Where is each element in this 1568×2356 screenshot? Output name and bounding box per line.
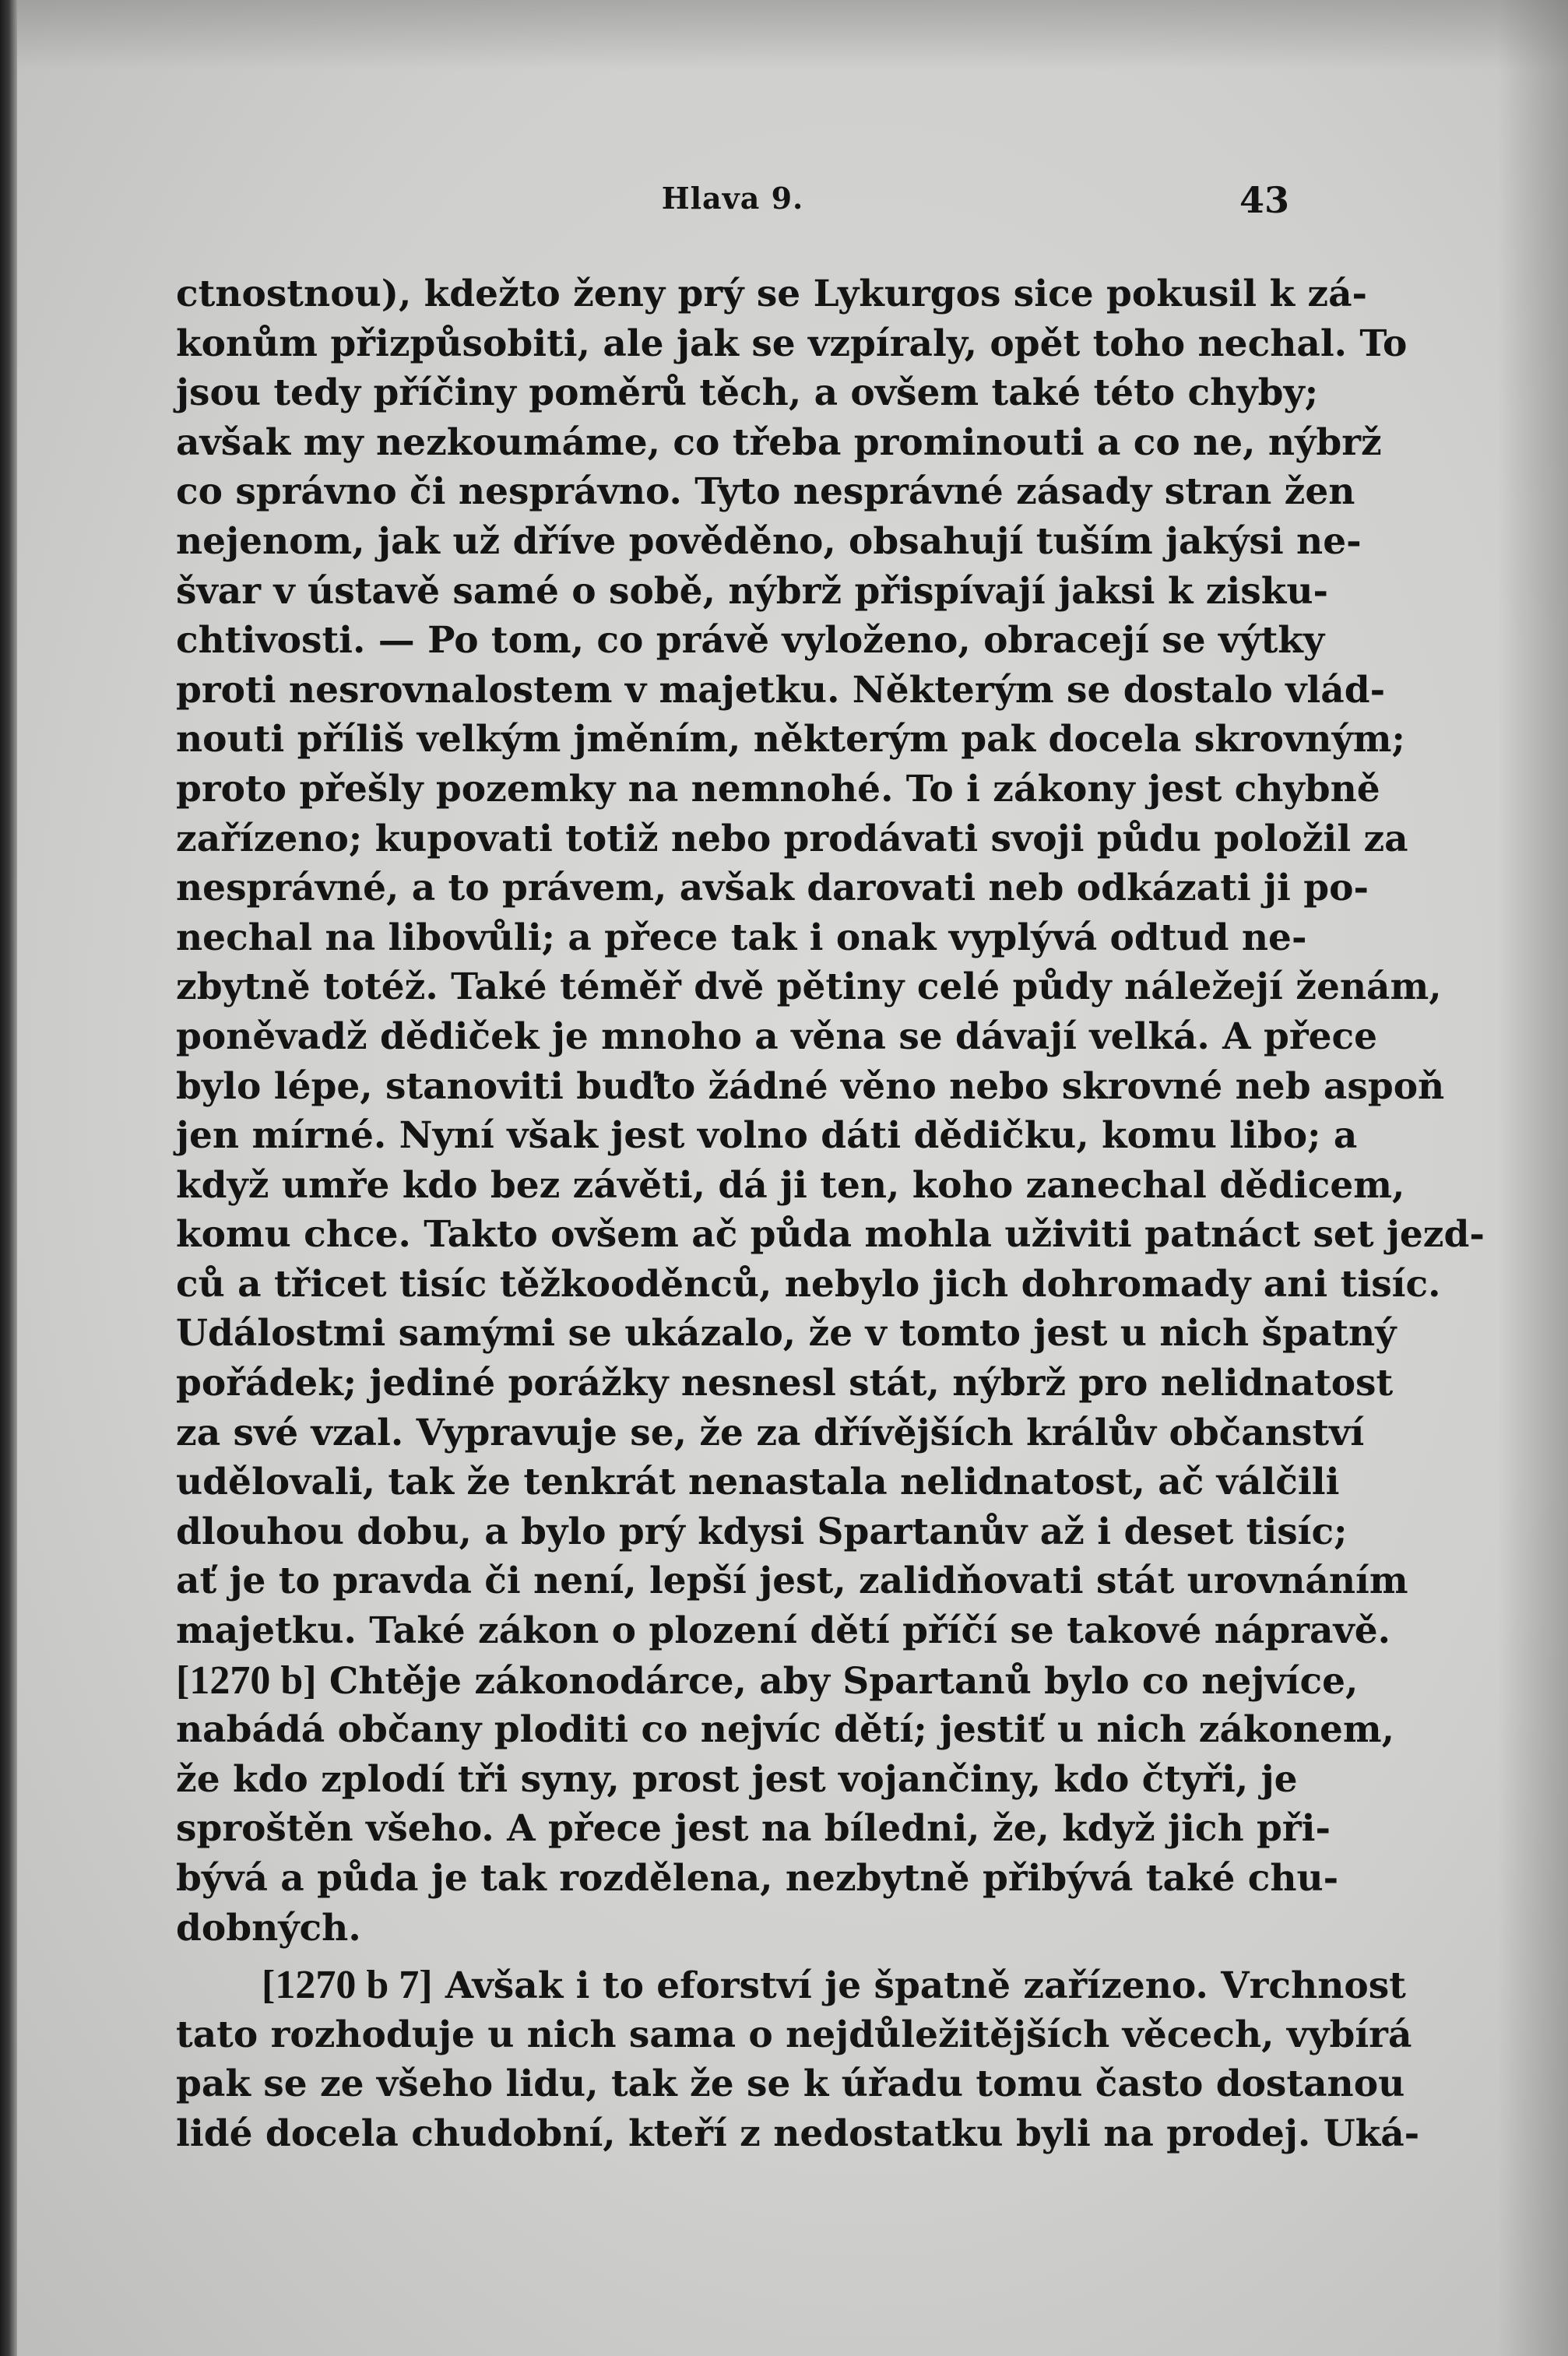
text-line: když umře kdo bez závěti, dá ji ten, koho zanechal dědicem, xyxy=(176,1163,1405,1207)
text-line: tato rozhoduje u nich sama o nejdůležitějších věcech, vybírá xyxy=(176,2013,1412,2056)
text-line: dlouhou dobu, a bylo prý kdysi Spartanův až i deset tisíc; xyxy=(176,1510,1348,1553)
page-number: 43 xyxy=(1239,179,1289,221)
text-line: zařízeno; kupovati totiž nebo prodávati svoji půdu položil za xyxy=(176,817,1408,860)
text-line: konům přizpůsobiti, ale jak se vzpíraly, opět toho nechal. To xyxy=(176,322,1408,365)
text-line: avšak my nezkoumáme, co třeba prominouti a co ne, nýbrž xyxy=(176,420,1382,464)
body-text xyxy=(176,269,1485,2159)
text-line: co správno či nesprávno. Tyto nesprávné zásady stran žen xyxy=(176,470,1355,514)
binding-edge xyxy=(0,0,17,2356)
text-line: Událostmi samými se ukázalo, že v tomto jest u nich špatný xyxy=(176,1312,1397,1356)
scan-shadow-right xyxy=(1498,0,1568,2356)
reference-line-text: Avšak i to eforství je špatně zařízeno. Vrchnost xyxy=(432,1964,1406,2008)
text-line: švar v ústavě samé o sobě, nýbrž přispívají jaksi k zisku- xyxy=(176,569,1328,613)
text-line-with-reference xyxy=(176,1656,1359,1706)
text-line: lidé docela chudobní, kteří z nedostatku byli na prodej. Uká- xyxy=(176,2112,1420,2155)
text-line: bylo lépe, stanoviti buďto žádné věno nebo skrovné neb aspoň xyxy=(176,1064,1445,1108)
text-line: nesprávné, a to právem, avšak darovati neb odkázati ji po- xyxy=(176,867,1369,910)
text-line: komu chce. Takto ovšem ač půda mohla uživiti patnáct set jezd- xyxy=(176,1213,1485,1257)
paragraph-1 xyxy=(176,269,1485,1953)
reference-line-text: Chtěje zákonodárce, aby Spartanů bylo co nejvíce, xyxy=(316,1659,1359,1703)
text-line: ať je to pravda či není, lepší jest, zalidňovati stát urovnáním xyxy=(176,1560,1408,1603)
bekker-reference: [1270 b] xyxy=(176,1658,317,1703)
text-line: jen mírné. Nyní však jest volno dáti dědičku, komu libo; a xyxy=(176,1114,1358,1158)
text-line: majetku. Také zákon o plození dětí příčí se takové nápravě. xyxy=(176,1609,1391,1653)
text-line: proto přešly pozemky na nemnohé. To i zákony jest chybně xyxy=(176,767,1380,811)
text-line: jsou tedy příčiny poměrů těch, a ovšem také této chyby; xyxy=(176,371,1319,415)
running-head: Hlava 9. xyxy=(661,181,804,216)
paragraph-2 xyxy=(176,1960,1420,2158)
text-line: dobných. xyxy=(176,1906,361,1950)
text-line: nechal na libovůli; a přece tak i onak vyplývá odtud ne- xyxy=(176,916,1307,959)
text-line: bývá a půda je tak rozdělena, nezbytně přibývá také chu- xyxy=(176,1857,1339,1900)
paragraph-gap xyxy=(176,1953,1289,1960)
text-line-with-reference xyxy=(176,1960,1406,2010)
scan-shadow-top xyxy=(17,0,1568,70)
text-line: za své vzal. Vypravuje se, že za dřívějších králův občanství xyxy=(176,1411,1365,1454)
text-line: nouti příliš velkým jměním, některým pak docela skrovným; xyxy=(176,718,1405,761)
text-line: že kdo zplodí tři syny, prost jest vojančiny, kdo čtyři, je xyxy=(176,1757,1298,1801)
text-line: ctnostnou), kdežto ženy prý se Lykurgos sice pokusil k zá- xyxy=(176,273,1368,315)
text-line: chtivosti. — Po tom, co právě vyloženo, obracejí se výtky xyxy=(176,619,1325,663)
page-header xyxy=(176,181,1289,227)
text-line: nejenom, jak už dříve pověděno, obsahují tuším jakýsi ne- xyxy=(176,519,1362,563)
text-line: pořádek; jediné porážky nesnesl stát, nýbrž pro nelidnatost xyxy=(176,1362,1394,1405)
text-line: sproštěn všeho. A přece jest na bíledni, že, když jich při- xyxy=(176,1807,1331,1851)
text-line: udělovali, tak že tenkrát nenastala nelidnatost, ač válčili xyxy=(176,1461,1340,1504)
text-line: nabádá občany ploditi co nejvíc dětí; jestiť u nich zákonem, xyxy=(176,1708,1394,1752)
text-line: proti nesrovnalostem v majetku. Některým se dostalo vlád- xyxy=(176,668,1386,712)
text-line: ců a třicet tisíc těžkooděnců, nebylo jich dohromady ani tisíc. xyxy=(176,1262,1441,1306)
text-line: poněvadž dědiček je mnoho a věna se dávají velká. A přece xyxy=(176,1014,1378,1058)
text-line: pak se ze všeho lidu, tak že se k úřadu tomu často dostanou xyxy=(176,2062,1405,2106)
text-line: zbytně totéž. Také téměř dvě pětiny celé půdy náležejí ženám, xyxy=(176,965,1442,1009)
bekker-reference: [1270 b 7] xyxy=(262,1963,433,2008)
